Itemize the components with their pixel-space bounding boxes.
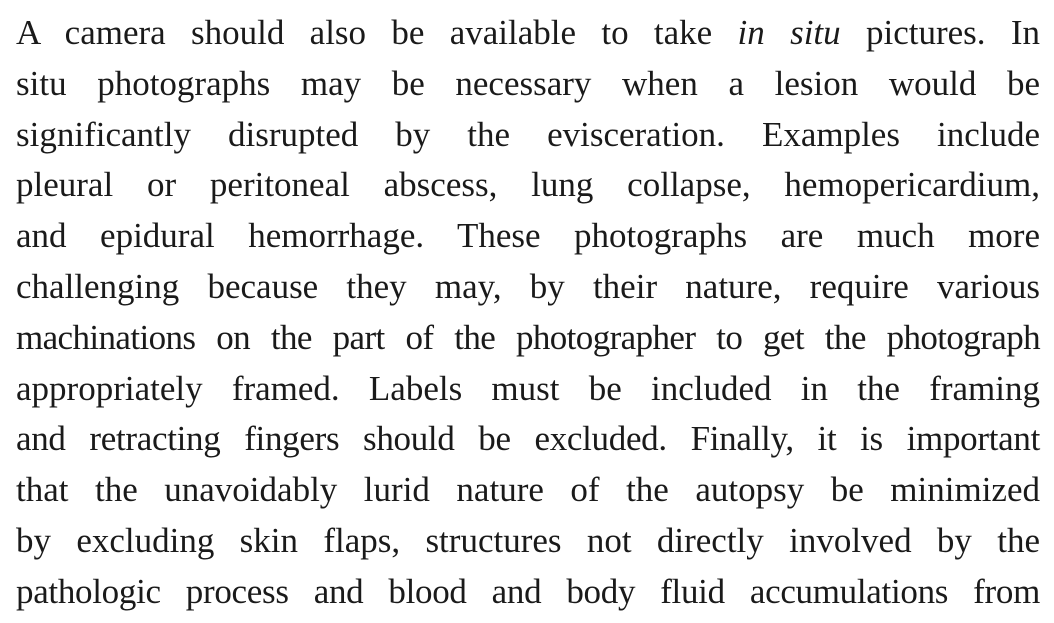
- text-line-5: and epidural hemorrhage. These photographs are much more: [16, 216, 1040, 256]
- text-segment: A camera should also be available to take: [16, 13, 738, 52]
- text-line-6: challenging because they may, by their nature, require various: [16, 266, 1040, 306]
- text-segment: pictures. In: [840, 13, 1040, 52]
- text-line-12: pathologic process and blood and body fluid accumulations from: [16, 571, 1040, 611]
- text-line-1: [16, 8, 1040, 59]
- body-paragraph: [16, 8, 1040, 618]
- text-line-11: by excluding skin flaps, structures not directly involved by the: [16, 520, 1040, 560]
- text-line-7: machinations on the part of the photographer to get the photograph: [16, 317, 1040, 357]
- italic-term: in situ: [737, 13, 841, 52]
- text-line-8: appropriately framed. Labels must be included in the framing: [16, 368, 1040, 408]
- text-line-2: situ photographs may be necessary when a lesion would be: [16, 63, 1040, 103]
- text-line-10: that the unavoidably lurid nature of the autopsy be minimized: [16, 470, 1040, 510]
- text-line-4: pleural or peritoneal abscess, lung collapse, hemopericardium,: [16, 165, 1040, 205]
- text-line-3: significantly disrupted by the evisceration. Examples include: [16, 114, 1040, 154]
- text-line-9: and retracting fingers should be excluded. Finally, it is important: [16, 419, 1040, 459]
